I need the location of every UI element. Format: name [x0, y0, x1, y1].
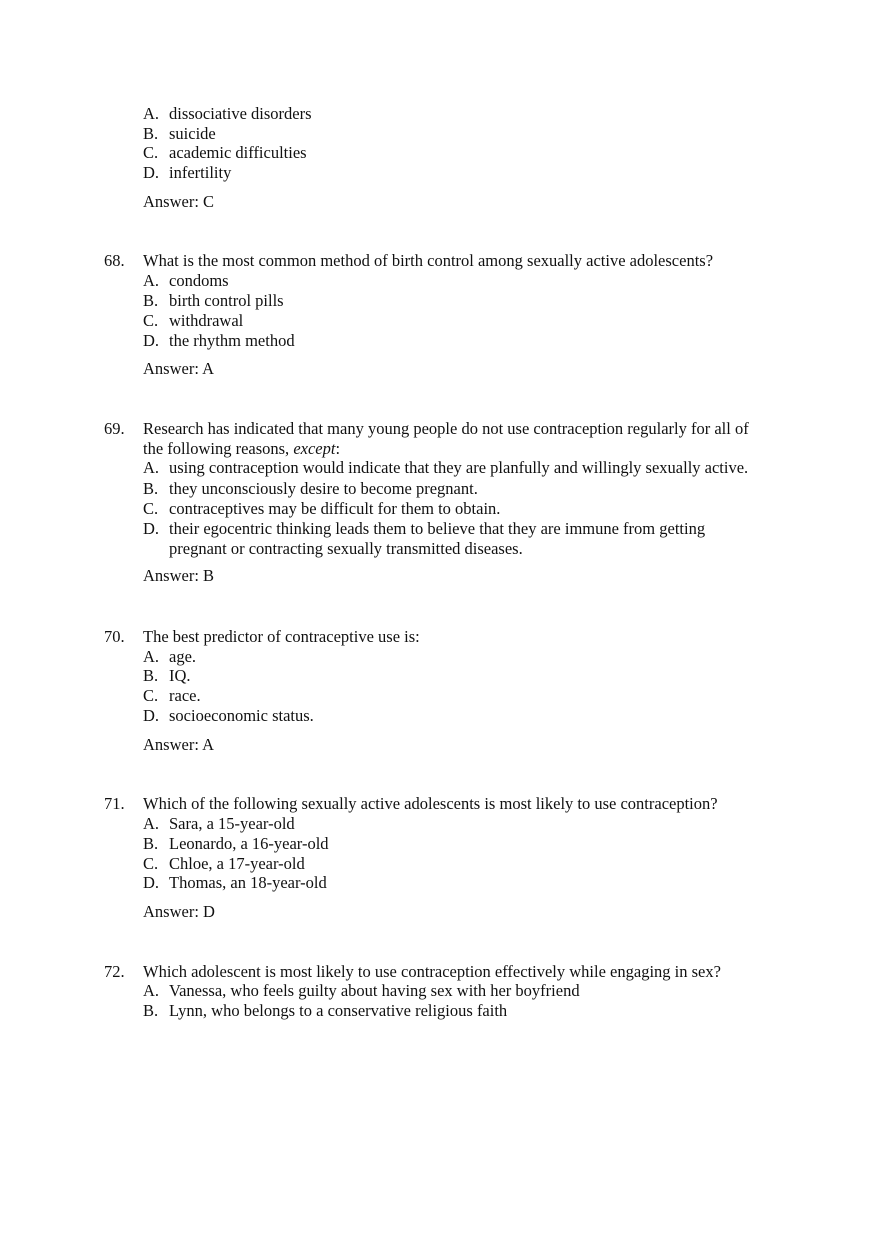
question-number: 70.: [104, 627, 125, 646]
option-letter: B.: [143, 291, 159, 310]
option-letter: B.: [143, 124, 159, 143]
option-text: Thomas, an 18-year-old: [169, 873, 327, 892]
option-text: birth control pills: [169, 291, 284, 310]
question-number: 69.: [104, 419, 125, 438]
option-letter: C.: [143, 499, 159, 518]
option-text: they unconsciously desire to become pregnant.: [169, 479, 478, 498]
option-text: academic difficulties: [169, 143, 307, 162]
option-text: Chloe, a 17-year-old: [169, 854, 305, 873]
question-number: 72.: [104, 962, 125, 981]
answer-key: Answer: A: [143, 359, 215, 378]
option-text: Sara, a 15-year-old: [169, 814, 295, 833]
option-text: their egocentric thinking leads them to believe that they are immune from getting: [169, 519, 706, 538]
option-letter: C.: [143, 686, 159, 705]
question-number: 68.: [104, 251, 125, 270]
option-letter: A.: [143, 458, 160, 477]
option-text: condoms: [169, 271, 229, 290]
option-text: socioeconomic status.: [169, 706, 314, 725]
option-text: infertility: [169, 163, 232, 182]
emphasis-except: except: [293, 439, 336, 458]
option-letter: B.: [143, 666, 159, 685]
option-letter: D.: [143, 331, 160, 350]
option-text: using contraception would indicate that they are planfully and willingly sexually active.: [169, 458, 749, 477]
option-text: Leonardo, a 16-year-old: [169, 834, 329, 853]
question-text: The best predictor of contraceptive use is:: [143, 627, 420, 646]
option-text: Lynn, who belongs to a conservative religious faith: [169, 1001, 508, 1020]
question-text: What is the most common method of birth control among sexually active adolescents?: [143, 251, 714, 270]
option-letter: C.: [143, 854, 159, 873]
option-text: the rhythm method: [169, 331, 295, 350]
option-letter: D.: [143, 706, 160, 725]
option-letter: C.: [143, 311, 159, 330]
question-text: Which of the following sexually active adolescents is most likely to use contraception?: [143, 794, 718, 813]
question-text: Which adolescent is most likely to use contraception effectively while engaging in sex?: [143, 962, 721, 981]
option-letter: D.: [143, 519, 160, 538]
question-text-part: :: [335, 439, 341, 458]
option-text-continued: pregnant or contracting sexually transmitted diseases.: [169, 539, 523, 558]
option-letter: A.: [143, 647, 160, 666]
option-letter: C.: [143, 143, 159, 162]
option-text: IQ.: [169, 666, 191, 685]
option-letter: B.: [143, 479, 159, 498]
option-letter: B.: [143, 834, 159, 853]
option-letter: A.: [143, 104, 160, 123]
answer-key: Answer: D: [143, 902, 215, 921]
option-letter: B.: [143, 1001, 159, 1020]
option-text: age.: [169, 647, 197, 666]
option-text: withdrawal: [169, 311, 244, 330]
option-text: contraceptives may be difficult for them to obtain.: [169, 499, 501, 518]
question-number: 71.: [104, 794, 125, 813]
option-letter: A.: [143, 981, 160, 1000]
option-letter: A.: [143, 271, 160, 290]
option-letter: D.: [143, 163, 160, 182]
question-text-continued: [143, 439, 340, 459]
option-letter: D.: [143, 873, 160, 892]
answer-key: Answer: B: [143, 566, 215, 585]
question-text: Research has indicated that many young people do not use contraception regularly for all of: [143, 419, 749, 438]
question-text-part: the following reasons,: [143, 439, 294, 458]
option-text: Vanessa, who feels guilty about having sex with her boyfriend: [169, 981, 580, 1000]
option-text: race.: [169, 686, 201, 705]
option-text: dissociative disorders: [169, 104, 312, 123]
answer-key: Answer: A: [143, 735, 215, 754]
answer-key: Answer: C: [143, 192, 215, 211]
option-letter: A.: [143, 814, 160, 833]
option-text: suicide: [169, 124, 216, 143]
